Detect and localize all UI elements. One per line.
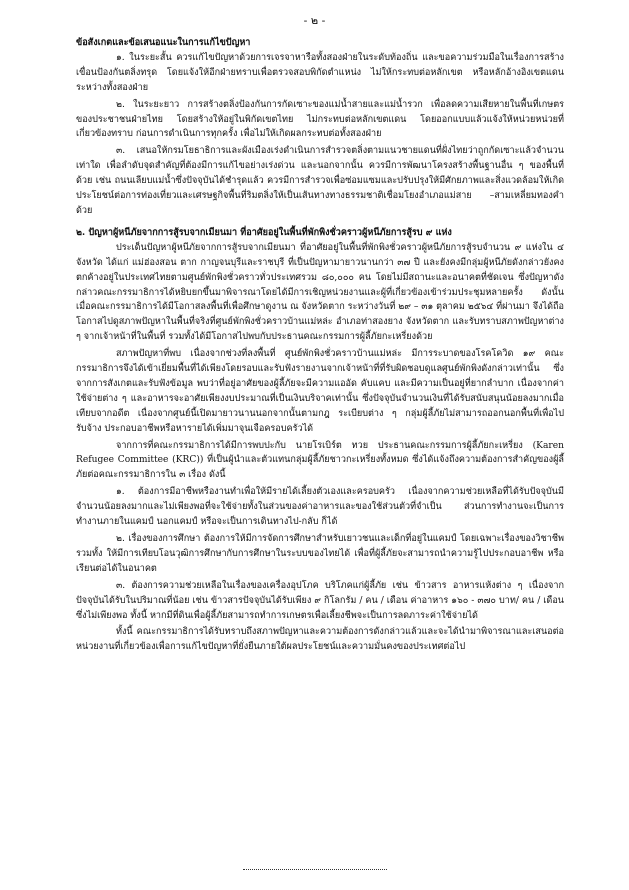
section-1-item-2: ๒. ในระยะยาว การสร้างตลิ่งป้องกันการกัดเซาะของแม่น้ำสายและแม่น้ำรวก เพื่อลดความเสียหายในพื้นที่เกษตรของประชาชนฝ่ายไทย โดยสร้างให้อยู่ในพิกัดเขตไทย ไม่กระทบต่อหลักเขตแดน โดยออกแบบแล้วแจ้งให้หน่วยหน่วยที่เกี่ยวข้องทราบ ก่อนการดำเนินการทุกครั้ง เพื่อไม่ให้เกิดผลกระทบต่อทั้งสองฝ่าย bbox=[76, 99, 564, 140]
section-2-paragraph-3: จากการที่คณะกรรมาธิการได้มีการพบปะกับ นายโรเบิร์ต ทวย ประธานคณะกรรมการผู้ลี้ภัยกะเหรี่ยง (Karen Refugee Committee (KRC)) ที่เป็นผู้นำและตัวแทนกลุ่มผู้ลี้ภัยชาวกะเหรี่ยงทั้งหมด ซึ่งได้แจ้งถึงความต้องการสำคัญของผู้ลี้ภัยต่อคณะกรรมาธิการใน ๓ เรื่อง ดังนี้ bbox=[76, 440, 564, 481]
section-2-heading: ๒. ปัญหาผู้หนีภัยจากการสู้รบจากเมียนมา ที่อาศัยอยู่ในพื้นที่พักพิงชั่วคราวผู้หนีภัยการสู้รบ ๙ แห่ง bbox=[76, 226, 452, 238]
page-number: - ๒ - bbox=[303, 14, 326, 27]
section-2-paragraph-2: สภาพปัญหาที่พบ เนื่องจากช่วงที่ลงพื้นที่ ศูนย์พักพิงชั่วคราวบ้านแม่หล่ะ มีการระบาดของโรคโควิด ๑๙ คณะกรรมาธิการจึงได้เข้าเยี่ยมพื้นที่ได้เพียงโดยรอบและรับฟังรายงานจากเจ้าหน้าที่ที่รับผิดชอบดูแลศูนย์พักพิงดังกล่าวเท่านั้น ซึ่งจากการสังเกตและรับฟังข้อมูล พบว่าที่อยู่อาศัยของผู้ลี้ภัยจะมีความแออัด คับแคบ และมีความเป็นอยู่ที่ยากลำบาก เนื่องจากค่าใช้จ่ายต่าง ๆ และอาหารจะอาศัยเพียงงบประมาณที่เป็นเงินบริจาคเท่านั้น ซึ่งปัจจุบันจำนวนเงินที่ได้รับสนับสนุนน้อยลงมากเมื่อเทียบจากอดีต เนื่องจากศูนย์นี้เปิดมายาวนานนอกจากนั้นตามกฎ ระเบียบต่าง ๆ กลุ่มผู้ลี้ภัยไม่สามารถออกนอกพื้นที่เพื่อไปรับจ้าง ประกอบอาชีพหรือหารายได้เพิ่มมาจุนเจือครอบครัวได้ bbox=[76, 349, 564, 434]
end-of-text-divider bbox=[243, 869, 387, 870]
section-1-item-1: ๑. ในระยะสั้น ควรแก้ไขปัญหาด้วยการเจรจาหารือทั้งสองฝ่ายในระดับท้องถิ่น และขอความร่วมมือในเรื่องการสร้างเขื่อนป้องกันตลิ่งทรุด โดยแจ้งให้อีกฝ่ายทราบเพื่อตรวจสอบพิกัดตำแหน่ง ไม่ให้กระทบต่อหลักเขต หรือหลักอ้างอิงเขตแดนระหว่างทั้งสองฝ่าย bbox=[76, 52, 564, 93]
section-2-request-2: ๒. เรื่องของการศึกษา ต้องการให้มีการจัดการศึกษาสำหรับเยาวชนและเด็กที่อยู่ในแคมป์ โดยเฉพาะเรื่องของวิชาชีพ รวมทั้ง ให้มีการเทียบโอนวุฒิการศึกษากับการศึกษาในระบบของไทยได้ เพื่อที่ผู้ลี้ภัยจะสามารถนำความรู้ไปประกอบอาชีพ หรือเรียนต่อได้ในอนาคต bbox=[76, 534, 564, 574]
section-2-request-3: ๓. ต้องการความช่วยเหลือในเรื่องของเครื่องอุปโภค บริโภคแก่ผู้ลี้ภัย เช่น ข้าวสาร อาหารแห้งต่าง ๆ เนื่องจากปัจจุบันได้รับในปริมาณที่น้อย เช่น ข้าวสารปัจจุบันได้รับเพียง ๙ กิโลกรัม / คน / เดือน ค่าอาหาร ๑๖๐ - ๓๗๐ บาท/ คน / เดือน ซึ่งไม่เพียงพอ ทั้งนี้ หากมีที่ดินเพื่อผู้ลี้ภัยสามารถทำการเกษตรเพื่อเลี้ยงชีพจะเป็นการลดภาระค่าใช้จ่ายได้ bbox=[76, 580, 564, 621]
section-1-item-3: ๓. เสนอให้กรมโยธาธิการและผังเมืองเร่งดำเนินการสำรวจตลิ่งตามแนวชายแดนที่ฝั่งไทยว่าถูกกัดเซาะแล้วจำนวนเท่าใด เพื่อลำดับจุดสำคัญที่ต้องมีการแก้ไขอย่างเร่งด่วน และนอกจากนั้น ควรมีการพัฒนาโครงสร้างพื้นฐานอื่น ๆ ของพื้นที่ด้วย เช่น ถนนเลียบแม่น้ำซึ่งปัจจุบันได้ชำรุดแล้ว ควรมีการสำรวจเพื่อซ่อมแซมและปรับปรุงให้มีศักยภาพและสิ่งแวดล้อมให้เกิดประโยชน์ต่อการท่องเที่ยวและเศรษฐกิจพื้นที่ริมตลิ่งให้เป็นเส้นทางทางธรรมชาติเชื่อมโยงอำเภอแม่สาย –สามเหลี่ยมทองคำด้วย bbox=[76, 146, 564, 216]
section-2-request-1: ๑. ต้องการมีอาชีพหรืองานทำเพื่อให้มีรายได้เลี้ยงตัวเองและครอบครัว เนื่องจากความช่วยเหลือที่ได้รับปัจจุบันมีจำนวนน้อยลงมากและไม่เพียงพอที่จะใช้จ่ายทั้งในส่วนของค่าอาหารและของใช้ส่วนตัวที่จำเป็น ส่วนการทำงานจะเป็นการทำงานภายในแคมป์ นอกแคมป์ หรือจะเป็นการเดินทางไป-กลับ ก็ได้ bbox=[76, 487, 564, 528]
section-2-conclusion: ทั้งนี้ คณะกรรมาธิการได้รับทราบถึงสภาพปัญหาและความต้องการดังกล่าวแล้วและจะได้นำมาพิจารณาและเสนอต่อหน่วยงานที่เกี่ยวข้องเพื่อการแก้ไขปัญหาที่ยั่งยืนภายใต้ผลประโยชน์และความมั่นคงของประเทศต่อไป bbox=[76, 627, 564, 653]
section-2-paragraph-1: ประเด็นปัญหาผู้หนีภัยจากการสู้รบจากเมียนมา ที่อาศัยอยู่ในพื้นที่พักพิงชั่วคราวผู้หนีภัยการสู้รบจำนวน ๙ แห่งใน ๔ จังหวัด ได้แก่ แม่ฮ่องสอน ตาก กาญจนบุรีและราชบุรี ที่เป็นปัญหามายาวนานกว่า ๓๗ ปี และยังคงมีกลุ่มผู้หนีภัยดังกล่าวยังคงตกค้างอยู่ในประเทศไทยตามศูนย์พักพิงชั่วคราวทั่วประเทศรวม ๘๐,๐๐๐ คน โดยไม่มีสถานะและอนาคตที่ชัดเจน ซึ่งปัญหาดังกล่าวคณะกรรมาธิการได้หยิบยกขึ้นมาพิจารณาโดยได้มีการเชิญหน่วยงานและผู้ที่เกี่ยวข้องเข้าร่วมประชุมหลายครั้ง ดังนั้น เมื่อคณะกรรมาธิการได้มีโอกาสลงพื้นที่เพื่อศึกษาดูงาน ณ จังหวัดตาก ระหว่างวันที่ ๒๙ – ๓๑ ตุลาคม ๒๕๖๔ ที่ผ่านมา จึงได้ถือโอกาสไปดูสภาพปัญหาในพื้นที่จริงที่ศูนย์พักพิงชั่วคราวบ้านแม่หล่ะ อำเภอท่าสองยาง จังหวัดตาก และรับทราบสภาพปัญหาต่าง ๆ จากเจ้าหน้าที่ในพื้นที่ รวมทั้งได้มีโอกาสไปพบกับประธานคณะกรรมการผู้ลี้ภัยกะเหรี่ยงด้วย bbox=[76, 242, 564, 343]
section-1-heading: ข้อสังเกตและข้อเสนอแนะในการแก้ไขปัญหา bbox=[76, 37, 251, 48]
document-body bbox=[76, 36, 564, 655]
